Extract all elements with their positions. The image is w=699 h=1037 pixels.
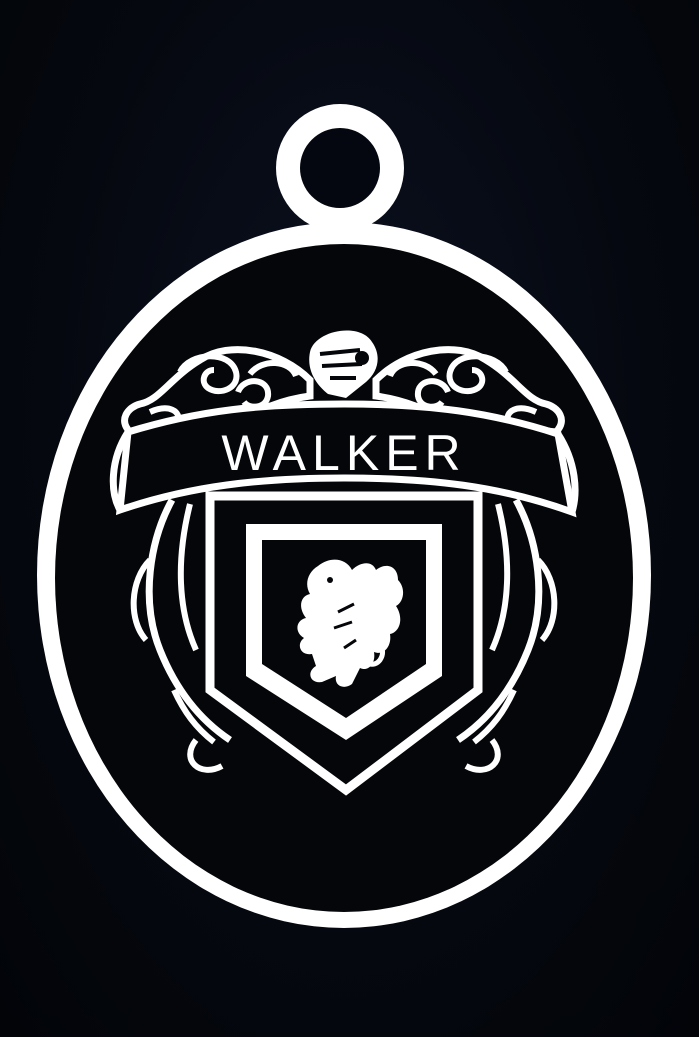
surname-text: WALKER <box>221 425 467 481</box>
bail-ring <box>276 104 404 232</box>
